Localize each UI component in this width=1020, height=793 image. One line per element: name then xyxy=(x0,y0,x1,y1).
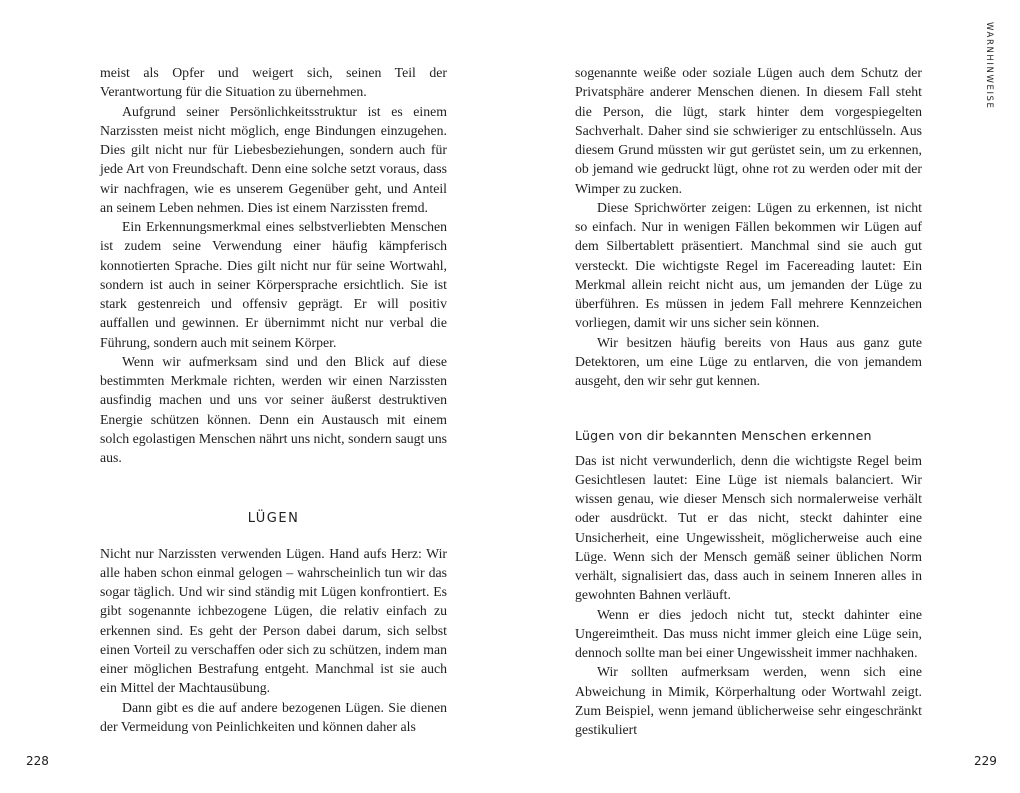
chapter-heading: LÜGEN xyxy=(247,511,300,527)
paragraph: Wir sollten aufmerksam werden, wenn sich eine Abweichung in Mimik, Körperhaltung oder Wortwahl zeigt. Zum Beispiel, wenn jemand üblicherweise sehr eingeschränkt gestikuliert xyxy=(575,664,922,737)
right-page xyxy=(510,0,1020,793)
left-text-column xyxy=(100,63,447,736)
paragraph: Wenn er dies jedoch nicht tut, steckt dahinter eine Ungereimtheit. Das muss nicht immer gleich eine Lüge sein, dennoch sollte man bei einer Ungewissheit immer nachhaken. xyxy=(575,606,922,660)
paragraph: Aufgrund seiner Persönlichkeitsstruktur ist es einem Narzissten meist nicht möglich, enge Bindungen einzugehen. Dies gilt nicht nur für Liebesbeziehungen, sondern auch für jede Art von Freundschaft. Denn eine solche setzt voraus, dass wir nachfragen, wie es unserem Gegenüber geht, und Anteil an seinem Leben nehmen. Dies ist einem Narzissten fremd. xyxy=(100,103,447,215)
paragraph: Nicht nur Narzissten verwenden Lügen. Hand aufs Herz: Wir alle haben schon einmal gelogen – wahrscheinlich tun wir das sogar täglich. Und wir sind ständig mit Lügen konfrontiert. Es gibt sogenannte ichbezogene Lügen, die relativ einfach zu erkennen sind. Es geht der Person dabei darum, sich selbst einen Vorteil zu verschaffen oder sich zu schützen, indem man einer möglichen Bestrafung entgeht. Manchmal ist sie auch ein Mittel der Machtausübung. xyxy=(100,545,447,696)
right-text-column xyxy=(575,63,922,739)
page-number: 229 xyxy=(974,754,997,768)
paragraph: sogenannte weiße oder soziale Lügen auch dem Schutz der Privatsphäre anderer Menschen dienen. In diesem Fall steht die Person, die lügt, stark hinter dem vorgespiegelten Sachverhalt. Daher sind sie schwieriger zu entschlüsseln. Aus diesem Grund müssten wir gut gerüstet sein, um zu erkennen, ob jemand wie gedruckt lügt, ohne rot zu werden oder mit der Wimper zu zucken. xyxy=(575,65,922,196)
paragraph: Dann gibt es die auf andere bezogenen Lügen. Sie dienen der Vermeidung von Peinlichkeiten und können daher als xyxy=(100,699,447,734)
paragraph: Das ist nicht verwunderlich, denn die wichtigste Regel beim Gesichtlesen lautet: Eine Lüge ist niemals balanciert. Wir wissen genau, wie dieser Mensch sich normalerweise verhält oder ausdrückt. Tut er das nicht, steckt dahinter eine Unsicherheit, eine Ungewissheit, möglicherweise auch eine Lüge. Wenn sich der Mensch gemäß seiner üblichen Norm verhält, signalisiert das, dass auch in seinem Inneren alles in gewohnten Bahnen verläuft. xyxy=(575,452,922,603)
running-header: WARNHINWEISE xyxy=(984,22,994,110)
paragraph: Ein Erkennungsmerkmal eines selbstverliebten Menschen ist zudem seine Verwendung einer häufig kämpferisch konnotierten Sprache. Dies gilt nicht nur für seine Wortwahl, sondern ist auch in seiner Körpersprache ersichtlich. Sie ist stark gestenreich und offensiv geprägt. Er will positiv auffallen und gewinnen. Er übernimmt nicht nur verbal die Führung, sondern auch mit seinem Körper. xyxy=(100,219,447,350)
page-number: 228 xyxy=(26,754,49,768)
paragraph: Diese Sprichwörter zeigen: Lügen zu erkennen, ist nicht so einfach. Nur in wenigen Fällen bekommen wir Lügen auf dem Silbertablett präsentiert. Manchmal sind sie auch gut versteckt. Die wichtigste Regel im Facereading lautet: Ein Merkmal allein reicht nicht aus, um jemanden der Lüge zu überführen. Es müssen in jedem Fall mehrere Kennzeichen vorliegen, damit wir uns sicher sein können. xyxy=(575,199,922,331)
paragraph: Wir besitzen häufig bereits von Haus aus ganz gute Detektoren, um eine Lüge zu entlarven, die von jemandem ausgeht, den wir sehr gut kennen. xyxy=(575,334,922,388)
section-subheading: Lügen von dir bekannten Menschen erkennen xyxy=(575,428,872,444)
paragraph: meist als Opfer und weigert sich, seinen Teil der Verantwortung für die Situation zu übernehmen. xyxy=(100,65,447,100)
paragraph: Wenn wir aufmerksam sind und den Blick auf diese bestimmten Merkmale richten, werden wir einen Narzissten ausfindig machen und uns vor seiner äußerst destruktiven Energie schützen können. Denn ein Austausch mit einem solch egolastigen Menschen nährt uns nicht, sondern saugt uns aus. xyxy=(100,353,447,465)
